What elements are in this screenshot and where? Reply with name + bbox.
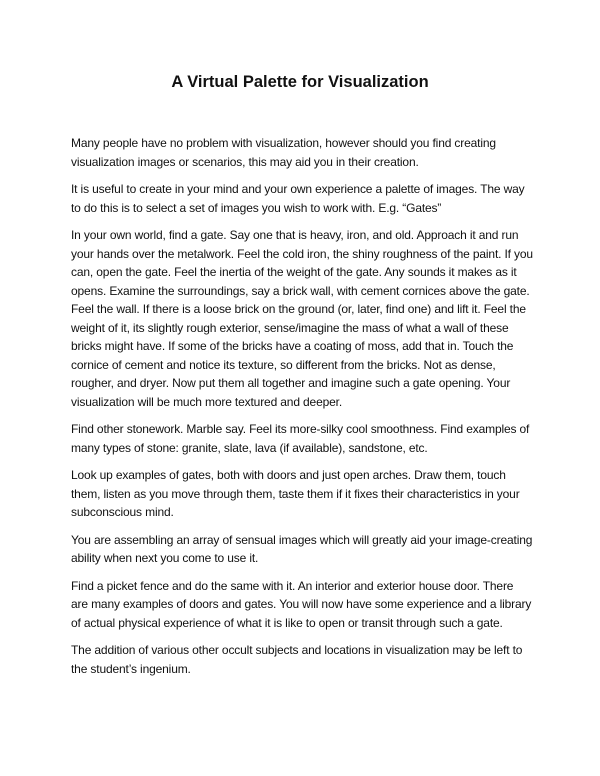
paragraph: The addition of various other occult subjects and locations in visualization may be left to the student’s ingenium. — [71, 643, 523, 676]
paragraph: In your own world, find a gate. Say one that is heavy, iron, and old. Approach it and run your hands over the metalwork. Feel the cold iron, the shiny roughness of the paint. If you can, open the gate. Feel the inertia of the weight of the gate. Any sounds it makes as it opens. Examine the surroundings, say a brick wall, with cement cornices above the gate. Feel the wall. If there is a loose brick on the ground (or, later, find one) and lift it. Feel the weight of it, its slightly rough exterior, sense/imagine the mass of what a wall of these bricks might have. If some of the bricks have a coating of moss, add that in. Touch the cornice of cement and notice its texture, so different from the bricks. Not as dense, rougher, and dryer. Now put them all together and imagine such a gate opening. Your visualization will be much more textured and deeper. — [71, 228, 533, 409]
paragraph: You are assembling an array of sensual images which will greatly aid your image-creating ability when next you come to use it. — [71, 532, 533, 565]
paragraph: Look up examples of gates, both with doors and just open arches. Draw them, touch them, listen as you move through them, taste them if it fixes their characteristics in your subconscious mind. — [71, 468, 520, 519]
document-body — [71, 134, 533, 687]
paragraph: Many people have no problem with visualization, however should you find creating visualization images or scenarios, this may aid you in their creation. — [71, 136, 496, 169]
paragraph: Find other stonework. Marble say. Feel its more-silky cool smoothness. Find examples of many types of stone: granite, slate, lava (if available), sandstone, etc. — [71, 422, 530, 455]
paragraph: Find a picket fence and do the same with it. An interior and exterior house door. There are many examples of doors and gates. You will now have some experience and a library of actual physical experience of what it is like to open or transit through such a gate. — [71, 578, 532, 630]
document-title: A Virtual Palette for Visualization — [171, 73, 429, 91]
paragraph: It is useful to create in your mind and your own experience a palette of images. The way to do this is to select a set of images you wish to work with. E.g. “Gates” — [71, 182, 525, 215]
